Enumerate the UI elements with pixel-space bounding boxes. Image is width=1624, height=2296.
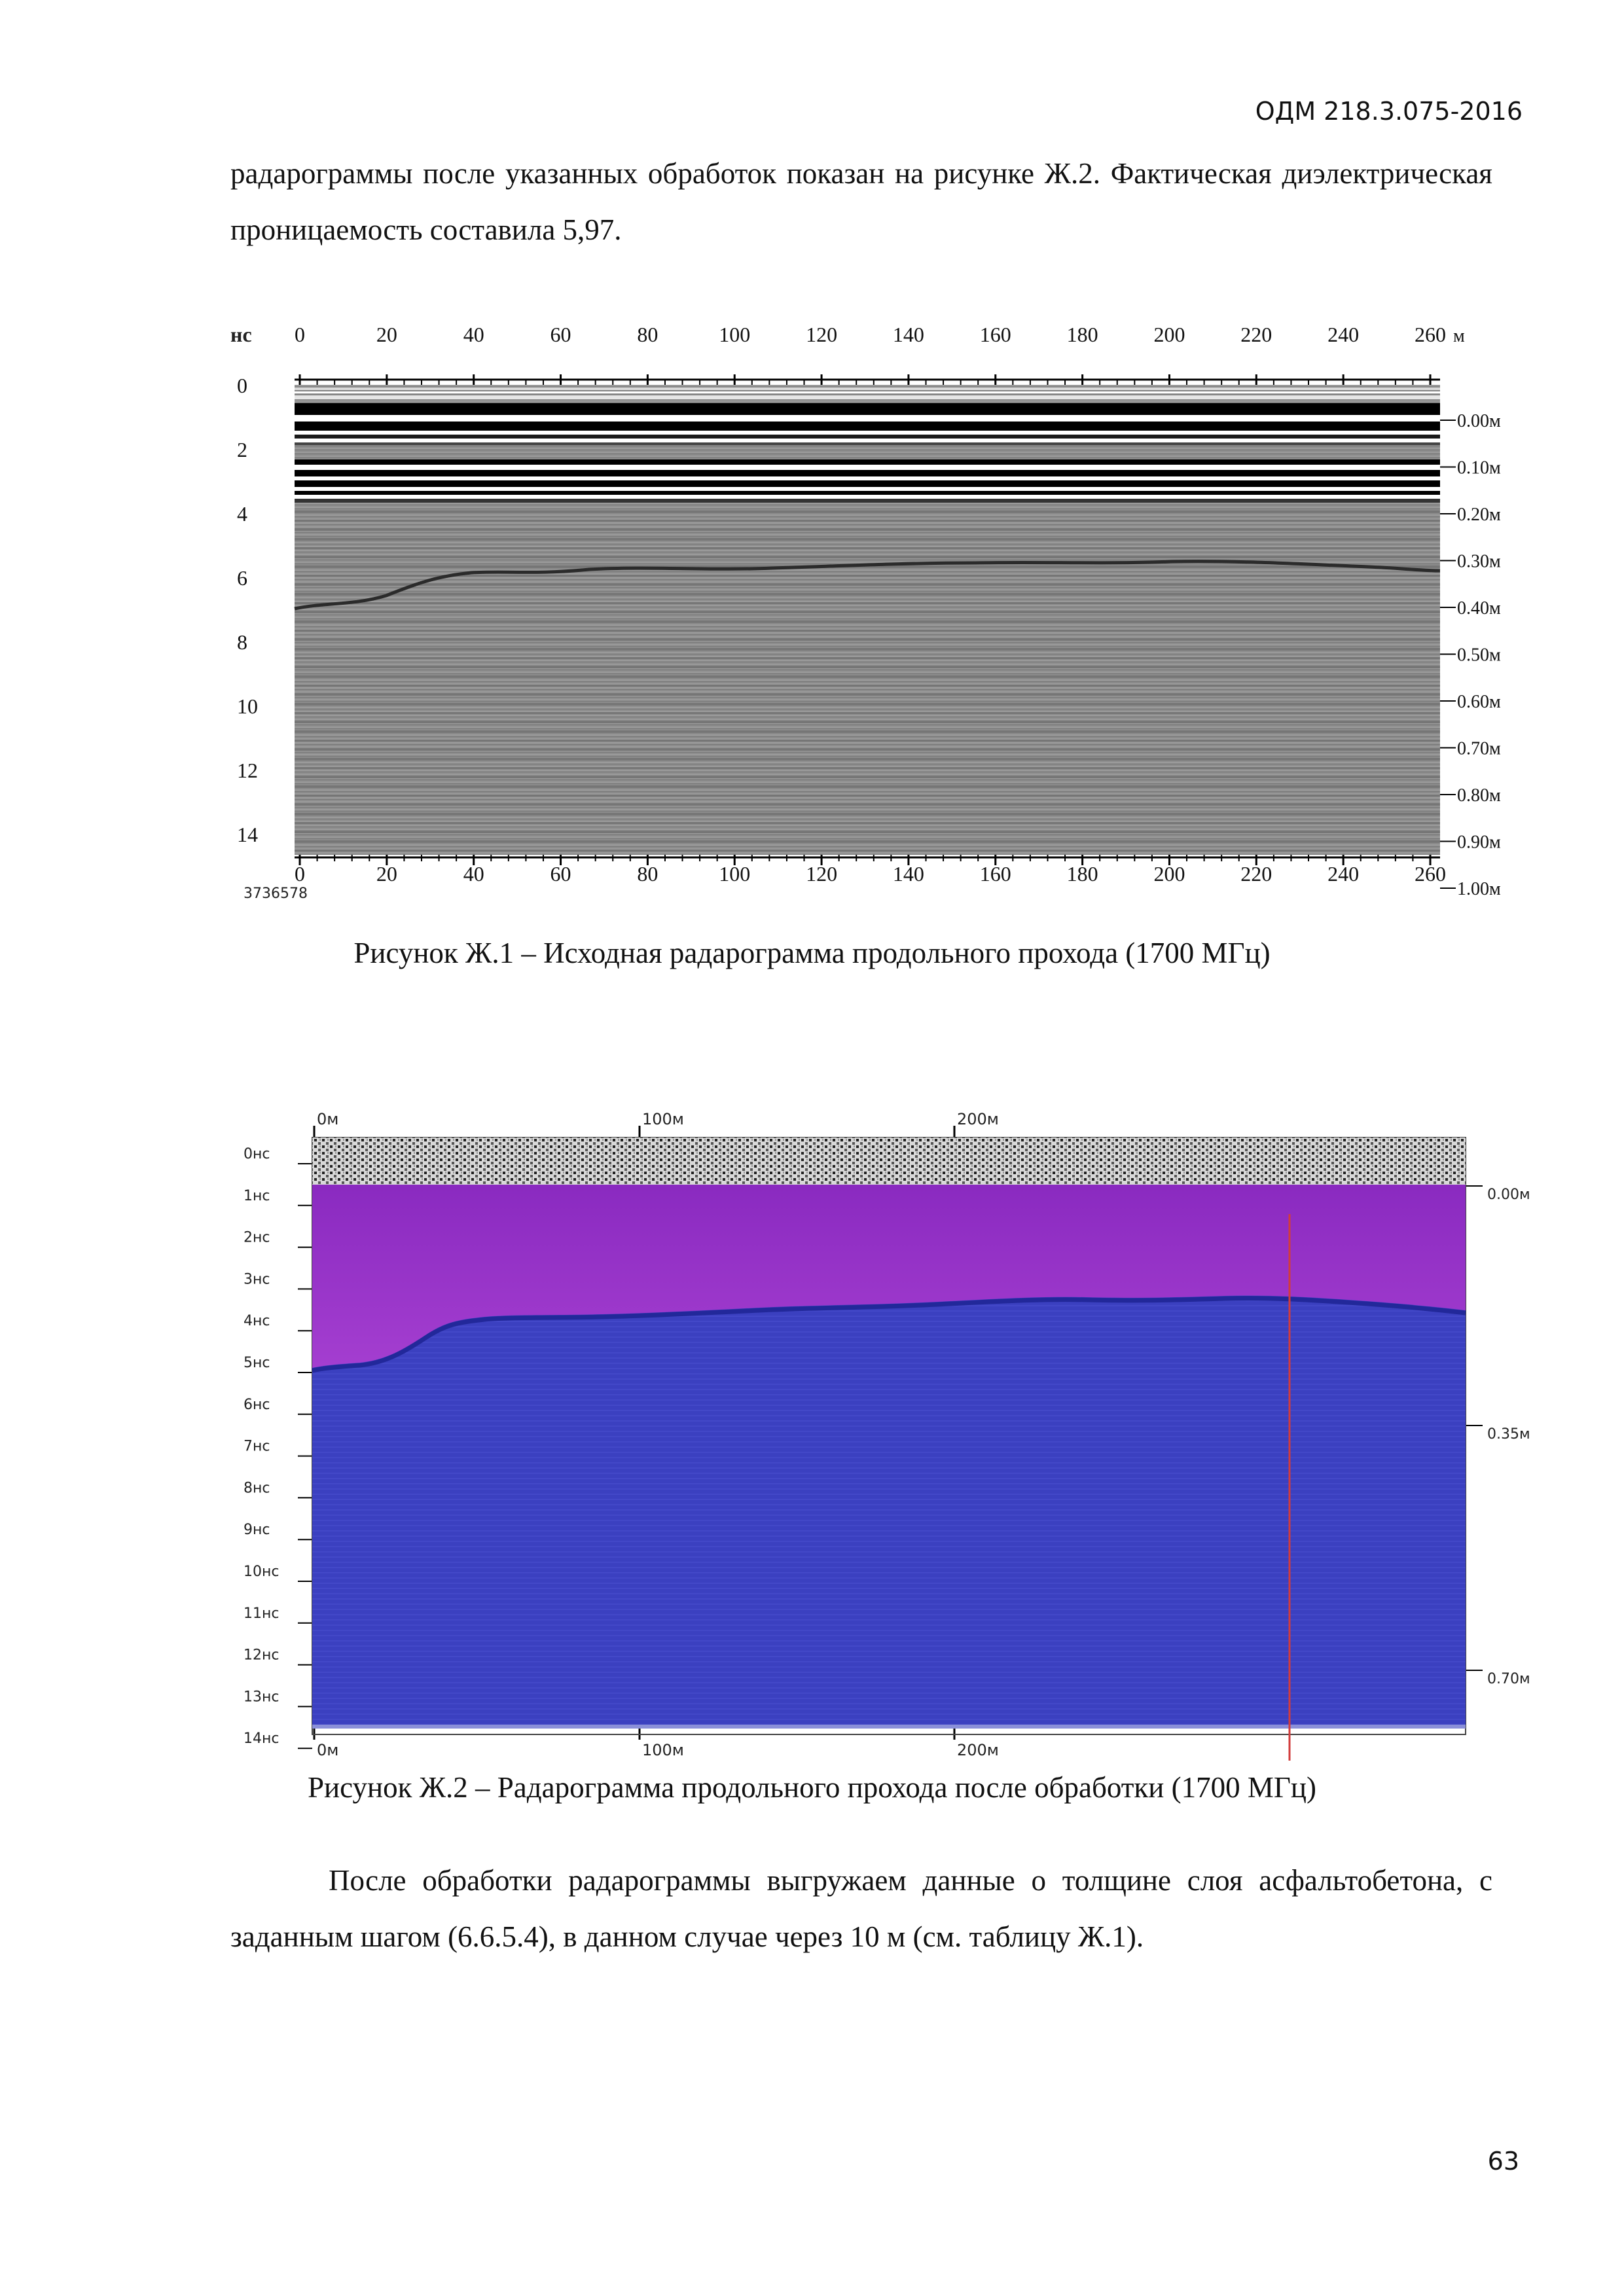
- figure-1-left-tick-label: 8: [237, 630, 247, 654]
- figure-1-texture-line: [295, 511, 1440, 512]
- figure-1-reflection-band: [295, 442, 1440, 445]
- figure-2-left-tick-label: 14нс: [244, 1731, 280, 1748]
- figure-1-texture-line: [295, 694, 1440, 696]
- figure-1-texture-line: [295, 602, 1440, 604]
- figure-1-top-tick-label: 140: [892, 323, 924, 346]
- figure-1-texture-line: [295, 529, 1440, 531]
- figure-1-texture-line: [295, 575, 1440, 577]
- figure-1-corner-label: нс: [230, 323, 252, 346]
- figure-2-left-tick-label: 6нс: [244, 1396, 270, 1413]
- figure-1-texture-line: [295, 685, 1440, 687]
- figure-1-texture-line: [295, 556, 1440, 558]
- figure-1-texture-line: [295, 611, 1440, 613]
- figure-1-bottom-tick-label: 200: [1153, 862, 1185, 886]
- figure-1-reflection-band: [295, 480, 1440, 487]
- figure-1-top-tick-label: 200: [1153, 323, 1185, 346]
- figure-1-reflection-band: [295, 476, 1440, 480]
- figure-1-top-tick-label: 60: [550, 323, 571, 346]
- figure-1-bottom-tick-label: 180: [1066, 862, 1098, 886]
- paragraph-bottom: [230, 1852, 1492, 1965]
- figure-2-left-tick-label: 3нс: [244, 1271, 270, 1288]
- figure-2-left-tick-label: 13нс: [244, 1689, 280, 1706]
- figure-1-texture-line: [295, 749, 1440, 751]
- figure-1-reflection-band: [295, 403, 1440, 415]
- figure-1-texture-line: [295, 795, 1440, 797]
- figure-1-texture-line: [295, 740, 1440, 742]
- figure-1-left-tick-label: 4: [237, 502, 247, 526]
- paragraph-bottom-text: После обработки радарограммы выгружаем данные о толщине слоя асфальтобетона, с заданным шагом (6.6.5.4), в данном случае через 10 м (см. таблицу Ж.1).: [230, 1864, 1492, 1953]
- figure-1-texture-line: [295, 675, 1440, 677]
- figure-1-right-tick-label: 0.80м: [1457, 785, 1501, 806]
- figure-1-texture-line: [295, 758, 1440, 760]
- figure-2-bottom-tick-label: 200м: [957, 1741, 999, 1759]
- figure-1-top-tick-label: 100: [719, 323, 751, 346]
- figure-2-right-tick-label: 0.70м: [1487, 1671, 1530, 1687]
- figure-1-texture-line: [295, 593, 1440, 595]
- paragraph-top: радарограммы после указанных обработок показан на рисунке Ж.2. Фактическая диэлектрическая проницаемость составила 5,97.: [230, 157, 1492, 246]
- figure-2-left-tick-label: 1нс: [244, 1187, 270, 1204]
- figure-1-reflection-band: [295, 495, 1440, 499]
- figure-1-right-tick-label: 0.50м: [1457, 645, 1501, 666]
- figure-1-right-tick-label: 0.40м: [1457, 598, 1501, 619]
- figure-1-bottom-axis: [295, 850, 1446, 886]
- figure-1-file-id: 3736578: [244, 886, 308, 902]
- figure-1-bottom-tick-label: 260: [1415, 862, 1446, 886]
- figure-1-top-axis: [295, 323, 1465, 386]
- figure-2-left-tick-label: 10нс: [244, 1564, 280, 1580]
- figure-2-top-tick-label: 100м: [642, 1110, 684, 1128]
- figure-1-reflection-band: [295, 415, 1440, 422]
- figure-2-surface-noise: [312, 1138, 1466, 1185]
- figure-1-right-axis: [1440, 411, 1501, 899]
- figure-2-left-tick-label: 4нс: [244, 1313, 270, 1330]
- figure-1-top-tick-label: 40: [463, 323, 484, 346]
- figure-1-texture-line: [295, 804, 1440, 806]
- figure-1-bottom-tick-label: 0: [295, 862, 305, 886]
- figure-1-texture-line: [295, 648, 1440, 650]
- figure-2-left-tick-label: 7нс: [244, 1438, 270, 1455]
- figure-1-top-tick-label: 240: [1327, 323, 1360, 346]
- figure-1-right-tick-label: 0.10м: [1457, 457, 1501, 478]
- figure-2-right-tick-label: 0.35м: [1487, 1426, 1530, 1443]
- figure-1-top-tick-label: 20: [376, 323, 397, 346]
- figure-1-texture-line: [295, 730, 1440, 732]
- figure-2-caption: Рисунок Ж.2 – Радарограмма продольного прохода после обработки (1700 МГц): [308, 1771, 1316, 1804]
- figure-1-texture-line: [295, 831, 1440, 833]
- figure-1-texture-line: [295, 721, 1440, 723]
- figure-1-texture-line: [295, 712, 1440, 714]
- figure-1-texture-line: [295, 520, 1440, 522]
- figure-1-plot-area: [295, 385, 1440, 855]
- figure-1-texture-line: [295, 584, 1440, 586]
- figure-1-caption: Рисунок Ж.1 – Исходная радарограмма продольного прохода (1700 МГц): [353, 937, 1271, 969]
- figure-1-texture-line: [295, 666, 1440, 668]
- figure-1-radargram: [223, 314, 1506, 916]
- figure-1-right-tick-label: 0.00м: [1457, 411, 1501, 431]
- figure-2-left-axis: [244, 1146, 312, 1748]
- figure-1-top-tick-label: 120: [806, 323, 838, 346]
- figure-1-top-tick-label: 160: [979, 323, 1011, 346]
- figure-2-right-tick-label: 0.00м: [1487, 1187, 1530, 1203]
- figure-1-right-tick-label: 0.60м: [1457, 692, 1501, 712]
- figure-1-left-tick-label: 12: [237, 759, 258, 782]
- figure-1-right-tick-label: 0.70м: [1457, 738, 1501, 759]
- figure-1-bottom-tick-label: 80: [637, 862, 659, 886]
- figure-1-texture-line: [295, 547, 1440, 549]
- figure-1-reflection-band: [295, 487, 1440, 491]
- figure-1-texture-line: [295, 776, 1440, 778]
- figure-1-top-tick-label: 80: [637, 323, 659, 346]
- figure-1-left-axis: [237, 374, 258, 846]
- document-code: ОДМ 218.3.075-2016: [1255, 97, 1523, 126]
- figure-1-texture-line: [295, 850, 1440, 852]
- figure-1-top-tick-label: 180: [1066, 323, 1098, 346]
- figure-1-reflection-band: [295, 491, 1440, 495]
- figure-2-right-axis: [1466, 1186, 1530, 1687]
- figure-1-bottom-tick-label: 220: [1240, 862, 1272, 886]
- figure-1-bottom-tick-label: 160: [979, 862, 1011, 886]
- figure-1-texture-line: [295, 620, 1440, 622]
- figure-1-top-tick-label: 0: [295, 323, 305, 346]
- figure-1-reflection-band: [295, 499, 1440, 503]
- figure-2-left-tick-label: 12нс: [244, 1647, 280, 1664]
- figure-1-texture-line: [295, 767, 1440, 769]
- figure-2-top-tick-label: 0м: [317, 1110, 339, 1128]
- figure-1-right-tick-label: 0.30м: [1457, 551, 1501, 572]
- figure-2-top-tick-label: 200м: [957, 1110, 999, 1128]
- figure-1-reflection-band: [295, 439, 1440, 442]
- figure-1-bottom-tick-label: 40: [463, 862, 484, 886]
- figure-2-left-tick-label: 8нс: [244, 1480, 270, 1497]
- figure-1-reflection-band: [295, 435, 1440, 439]
- figure-2-bottom-tick-label: 100м: [642, 1741, 684, 1759]
- figure-1-bottom-tick-label: 120: [806, 862, 838, 886]
- figure-1-bottom-tick-label: 100: [719, 862, 751, 886]
- figure-1-texture-line: [295, 822, 1440, 824]
- figure-1-texture-line: [295, 538, 1440, 540]
- figure-1-texture-line: [295, 785, 1440, 787]
- figure-1-texture-line: [295, 840, 1440, 842]
- figure-1-left-tick-label: 14: [237, 823, 258, 846]
- figure-1-texture-line: [295, 703, 1440, 705]
- figure-1-right-tick-label: 1.00м: [1457, 879, 1501, 899]
- figure-1-texture-line: [295, 657, 1440, 659]
- figure-2-radargram: [236, 1106, 1532, 1761]
- figure-1-reflection-band: [295, 395, 1440, 399]
- figure-1-reflection-band: [295, 391, 1440, 393]
- figure-1-left-tick-label: 6: [237, 566, 247, 590]
- figure-1-bottom-tick-label: 20: [376, 862, 397, 886]
- figure-2-left-tick-label: 5нс: [244, 1355, 270, 1371]
- figure-1-texture-line: [295, 813, 1440, 815]
- figure-1-reflection-band: [295, 387, 1440, 390]
- figure-1-bottom-tick-label: 240: [1327, 862, 1360, 886]
- figure-1-left-tick-label: 0: [237, 374, 247, 397]
- figure-1-left-tick-label: 10: [237, 694, 258, 718]
- figure-1-reflection-band: [295, 465, 1440, 470]
- figure-2-left-tick-label: 2нс: [244, 1229, 270, 1246]
- figure-1-top-tick-label: 220: [1240, 323, 1272, 346]
- figure-1-texture-line: [295, 639, 1440, 641]
- figure-1-bottom-tick-label: 60: [550, 862, 571, 886]
- figure-2-left-tick-label: 0нс: [244, 1146, 270, 1162]
- figure-1-reflection-band: [295, 422, 1440, 431]
- figure-1-bottom-tick-label: 140: [892, 862, 924, 886]
- figure-1-texture-line: [295, 630, 1440, 632]
- figure-1-reflection-band: [295, 459, 1440, 465]
- page-number: 63: [1487, 2147, 1519, 2176]
- figure-1-top-tick-label: 260: [1415, 323, 1446, 346]
- figure-1-right-tick-label: 0.20м: [1457, 505, 1501, 525]
- figure-1-right-tick-label: 0.90м: [1457, 832, 1501, 853]
- figure-1-left-tick-label: 2: [237, 438, 247, 461]
- figure-1-top-axis-unit: м: [1453, 326, 1465, 346]
- figure-2-left-tick-label: 9нс: [244, 1522, 270, 1539]
- figure-2-left-tick-label: 11нс: [244, 1605, 280, 1622]
- figure-2-bottom-tick-label: 0м: [317, 1741, 339, 1759]
- figure-1-reflection-band: [295, 431, 1440, 435]
- figure-1-reflection-band: [295, 470, 1440, 476]
